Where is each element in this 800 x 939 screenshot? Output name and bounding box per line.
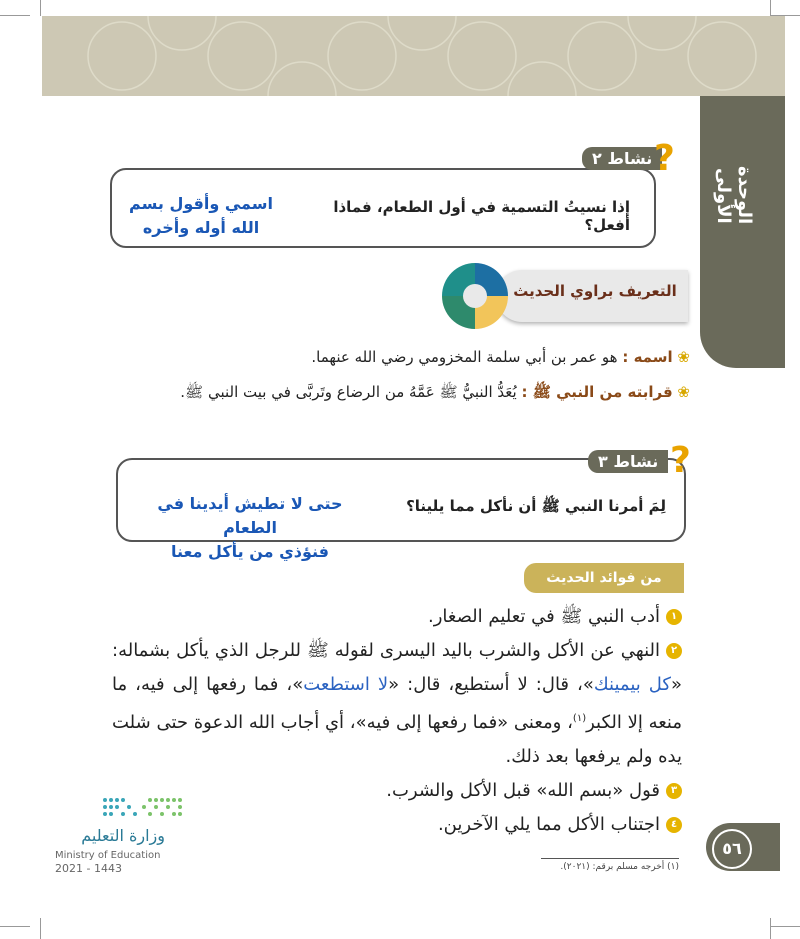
ministry-name-arabic: وزارة التعليم xyxy=(81,826,165,845)
narrator-name-line xyxy=(300,348,690,366)
activity-3-question: لِمَ أمرنا النبي ﷺ أن نأكل مما يلينا؟ xyxy=(406,497,666,515)
benefit-number-2: ٢ xyxy=(666,643,682,659)
flower-bullet-icon: ❀ xyxy=(677,348,690,366)
activity-2-badge: نشاط ٢ xyxy=(582,147,662,170)
benefit-number-3: ٣ xyxy=(666,783,682,799)
benefit-item-3: ٣قول «بسم الله» قبل الأكل والشرب. xyxy=(112,774,682,808)
header-pattern-banner xyxy=(42,16,785,96)
activity-2-answer xyxy=(112,192,290,240)
narrator-relation-label: قرابته من النبي ﷺ : xyxy=(521,383,673,401)
narrator-ribbon-title: التعريف براوي الحديث xyxy=(513,282,677,300)
answer-line-1: اسمي وأقول بسم xyxy=(129,194,273,213)
geometric-pattern xyxy=(42,16,785,96)
hadith-quote: لا استطعت xyxy=(303,674,389,695)
benefits-list xyxy=(112,600,682,842)
benefits-title: من فوائد الحديث xyxy=(524,563,684,593)
narrator-name-label: اسمه : xyxy=(622,348,673,366)
hadith-quote: كل بيمينك xyxy=(593,674,671,695)
benefit-item-4: ٤اجتناب الأكل مما يلي الآخرين. xyxy=(112,808,682,842)
benefit-item-1: ١أدب النبي ﷺ في تعليم الصغار. xyxy=(112,600,682,634)
narrator-relation-line xyxy=(140,383,690,405)
answer-line-2: فنؤذي من يأكل معنا xyxy=(170,542,329,561)
footnote-ref: (١) xyxy=(572,713,587,724)
benefit-number-4: ٤ xyxy=(666,817,682,833)
activity-3-answer xyxy=(130,492,370,564)
ribbon-emblem-icon xyxy=(440,258,510,334)
page-number: ٥٦ xyxy=(712,829,752,869)
ministry-name-english: Ministry of Education xyxy=(55,850,161,861)
question-mark-icon: ? xyxy=(654,138,675,179)
benefit-number-1: ١ xyxy=(666,609,682,625)
activity-2-question: إذا نسيتُ التسمية في أول الطعام، فماذا أفعل؟ xyxy=(333,198,630,234)
flower-bullet-icon: ❀ xyxy=(677,383,690,401)
narrator-name-text: هو عمر بن أبي سلمة المخزومي رضي الله عنهما. xyxy=(311,348,618,366)
answer-line-1: حتى لا تطيش أيدينا في الطعام xyxy=(157,494,343,537)
unit-tab-label: الوحدة الأولى xyxy=(713,165,755,224)
footnote: (١) أخرجه مسلم برقم: (٢٠٢١). xyxy=(541,858,679,872)
answer-line-2: الله أوله وأخره xyxy=(142,218,260,237)
narrator-relation-text: يُعَدُّ النبيُّ ﷺ عَمَّهُ من الرضاع وتَربَّى في بيت النبي ﷺ. xyxy=(180,383,517,401)
benefit-item-2: ٢النهي عن الأكل والشرب باليد اليسرى لقوله ﷺ للرجل الذي يأكل بشماله: «كل بيمينك»، قال: لا أستطيع، قال: «لا استطعت»، فما رفعها إلى فيه، ما منعه إلا الكبر$^{(١)}$، ومعنى «فما رفعها إلى فيه»، أي أجاب الله الدعوة حتى شلت يده ولم يرفعها بعد ذلك. xyxy=(112,640,683,767)
ministry-logo-icon xyxy=(100,794,190,824)
question-mark-icon: ? xyxy=(670,440,691,481)
ministry-year: 2021 - 1443 xyxy=(55,862,122,875)
activity-3-badge: نشاط ٣ xyxy=(588,450,668,473)
